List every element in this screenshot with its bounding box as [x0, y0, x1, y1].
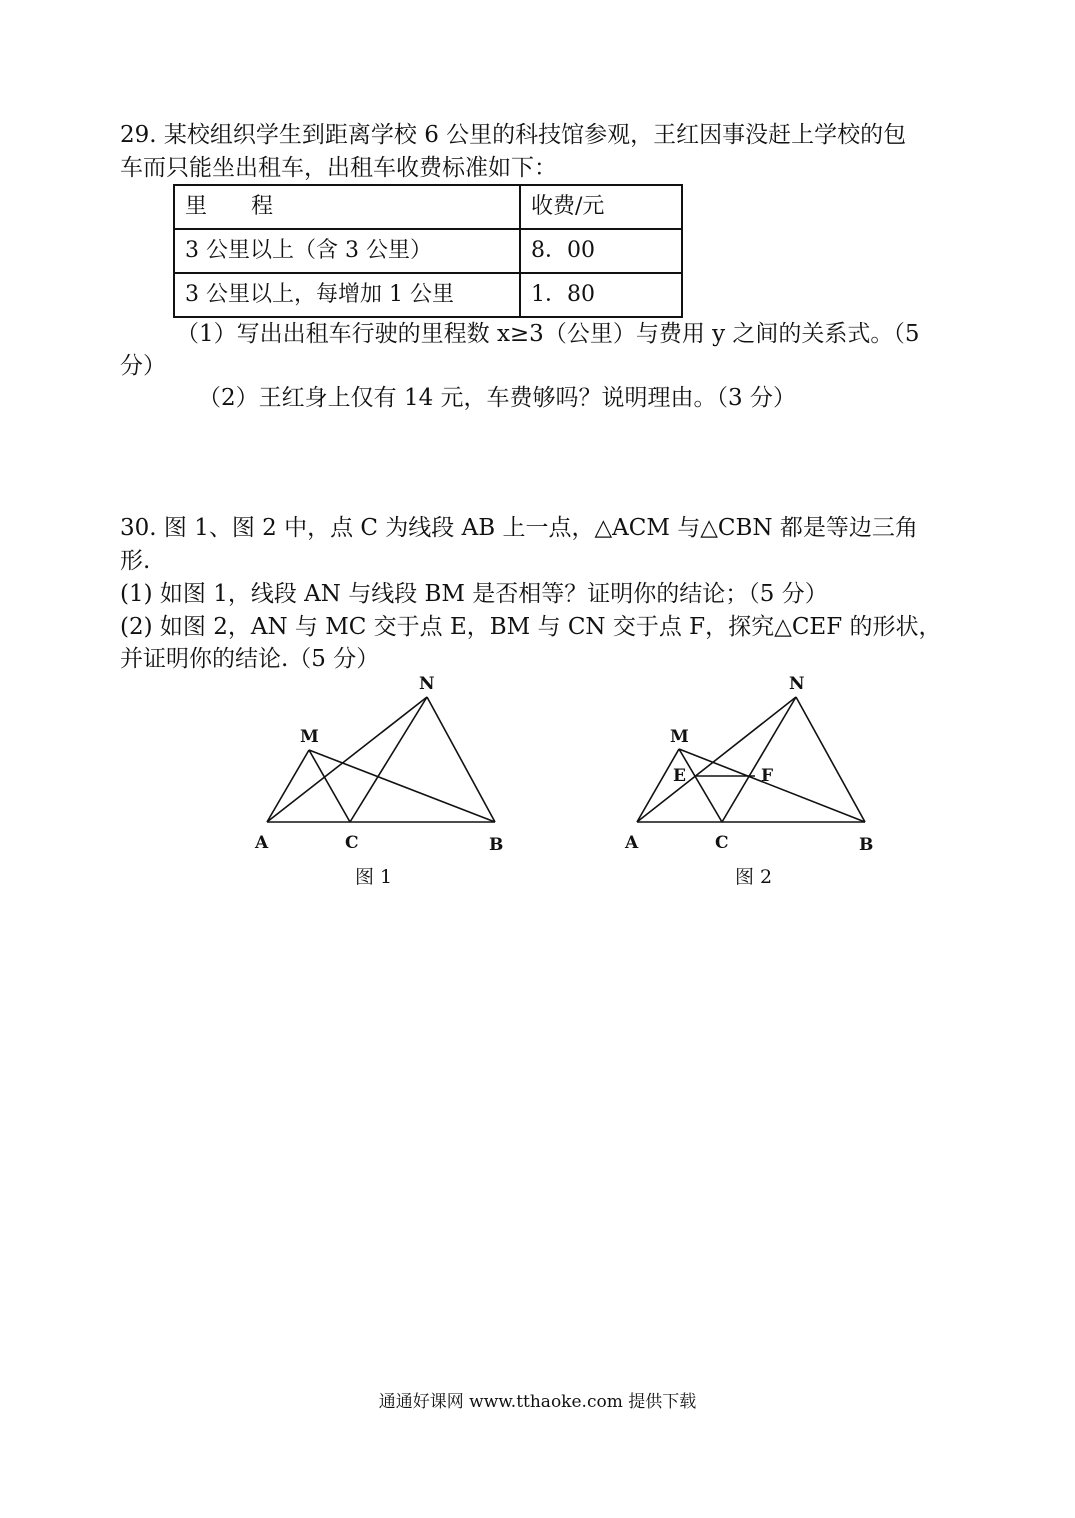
segment-mb [309, 750, 495, 822]
segment-nb [796, 697, 865, 822]
table-row [174, 273, 682, 317]
label-b: B [489, 835, 504, 855]
q29-text-line1: 29. 某校组织学生到距离学校 6 公里的科技馆参观，王红因事没赶上学校的包 [120, 122, 907, 148]
label-e: E [673, 766, 686, 786]
table-row [174, 229, 682, 273]
label-f: F [761, 766, 774, 786]
q30-part1: (1) 如图 1，线段 AN 与线段 BM 是否相等？证明你的结论；（5 分） [120, 581, 828, 607]
figure-2-caption: 图 2 [735, 866, 773, 888]
segment-cn [350, 697, 427, 822]
table-cell: 3 公里以上，每增加 1 公里 [174, 273, 520, 317]
label-c: C [345, 833, 359, 853]
segment-am [267, 750, 309, 822]
segment-mc [309, 750, 350, 822]
label-m: M [300, 727, 319, 747]
table-header-row [174, 185, 682, 229]
label-b: B [859, 835, 874, 855]
q30-part2-line1: (2) 如图 2，AN 与 MC 交于点 E，BM 与 CN 交于点 F，探究△CEF 的形状， [120, 614, 942, 640]
label-n: N [789, 674, 805, 694]
table-cell: 1．80 [520, 273, 682, 317]
figure-2-diagram [615, 665, 915, 855]
table-cell: 3 公里以上（含 3 公里） [174, 229, 520, 273]
q29-text-line2: 车而只能坐出租车，出租车收费标准如下： [120, 155, 557, 181]
segment-nb [427, 697, 495, 822]
page-footer: 通通好课网 www.tthaoke.com 提供下载 [378, 1392, 697, 1412]
q30-text-line1: 30. 图 1、图 2 中，点 C 为线段 AB 上一点，△ACM 与△CBN 都是等边三角 [120, 515, 918, 541]
table-header-distance: 里 程 [174, 185, 520, 229]
label-m: M [670, 727, 689, 747]
label-a: A [255, 833, 269, 853]
segment-an [267, 697, 427, 822]
label-c: C [715, 833, 729, 853]
label-n: N [419, 674, 435, 694]
q30-part2-line2: 并证明你的结论.（5 分） [120, 646, 380, 672]
segment-cn [722, 697, 796, 822]
figure-1-diagram [245, 665, 545, 855]
figure-1-caption: 图 1 [355, 866, 393, 888]
segment-an [637, 697, 796, 822]
table-cell: 8．00 [520, 229, 682, 273]
q29-part1-line2: 分） [120, 353, 166, 379]
label-a: A [625, 833, 639, 853]
q29-part2: （2）王红身上仅有 14 元，车费够吗？说明理由。（3 分） [198, 385, 796, 411]
fare-table [173, 184, 683, 318]
q30-text-line2: 形. [120, 548, 151, 574]
q29-part1-line1: （1）写出出租车行驶的里程数 x≥3（公里）与费用 y 之间的关系式。（5 [176, 321, 920, 347]
table-header-fee: 收费/元 [520, 185, 682, 229]
